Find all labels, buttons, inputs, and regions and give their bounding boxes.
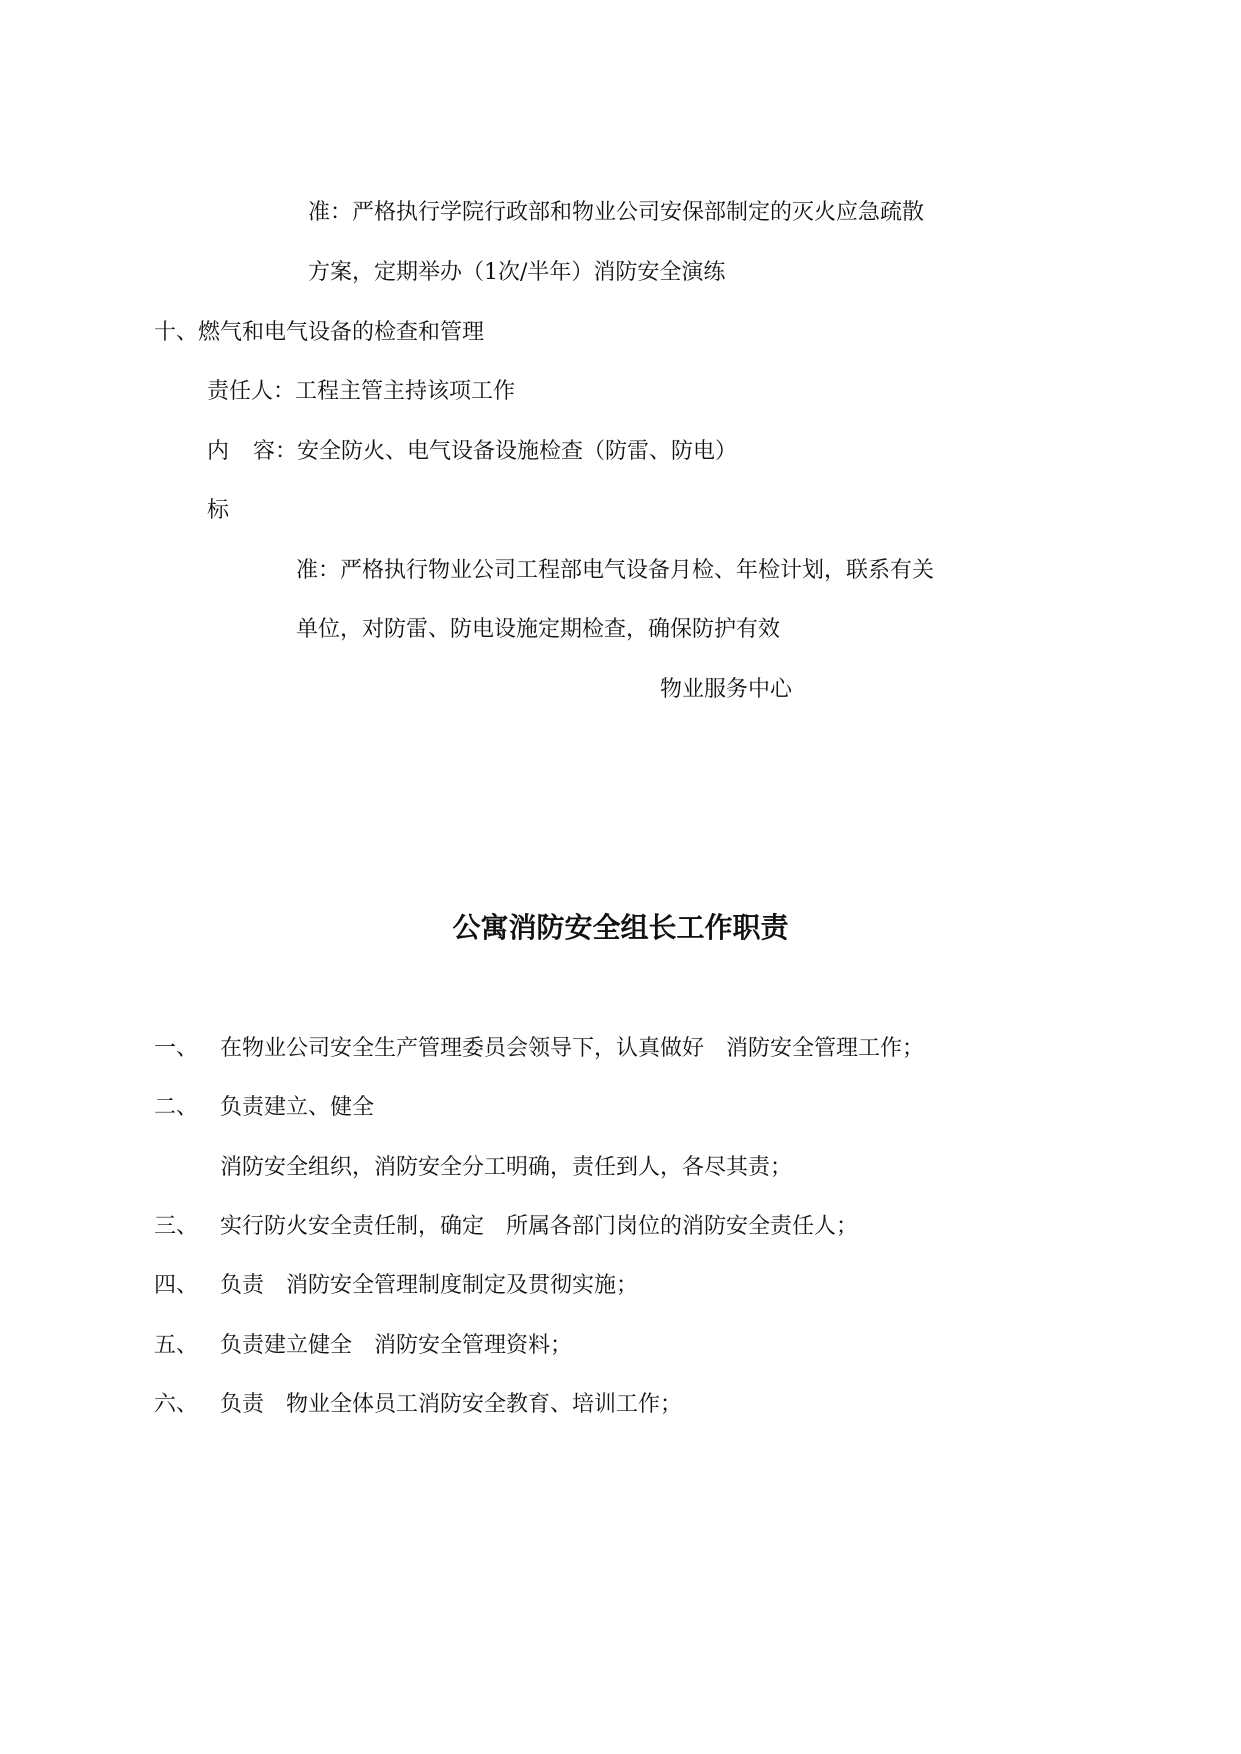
- section10-responsible: 责任人：工程主管主持该项工作: [207, 379, 516, 404]
- list-item: [220, 1153, 792, 1183]
- list-item: [154, 1390, 682, 1420]
- item-text: 负责: [220, 1273, 265, 1298]
- item-text: 负责: [220, 1392, 265, 1417]
- page-title: 公寓消防安全组长工作职责: [452, 911, 789, 944]
- section10-standard-label: 标: [207, 498, 230, 523]
- item-text: 在物业公司安全生产管理委员会领导下，认真做好: [220, 1036, 705, 1061]
- item-number: 二、: [154, 1095, 199, 1120]
- item-number: 五、: [154, 1333, 199, 1358]
- section10-standard-line1: 准：严格执行物业公司工程部电气设备月检、年检计划，联系有关: [296, 558, 935, 583]
- item-number: 六、: [154, 1392, 199, 1417]
- item-text: 负责建立、健全: [220, 1095, 375, 1120]
- section10-heading: 十、燃气和电气设备的检查和管理: [154, 320, 485, 345]
- list-item: [154, 1034, 924, 1064]
- item-text-cont: 物业全体员工消防安全教育、培训工作；: [286, 1392, 683, 1417]
- content-text: 安全防火、电气设备设施检查（防雷、防电）: [297, 439, 738, 464]
- section10-content: [207, 437, 737, 467]
- section10-standard-line2: 单位，对防雷、防电设施定期检查，确保防护有效: [296, 617, 781, 642]
- item-text: 负责建立健全: [220, 1333, 353, 1358]
- item-text-cont: 消防安全管理工作；: [726, 1036, 925, 1061]
- item-text-cont: 消防安全管理资料；: [374, 1333, 573, 1358]
- section9-standard-line2: 方案，定期举办（1次/半年）消防安全演练: [308, 260, 726, 285]
- section10-signature: 物业服务中心: [660, 677, 793, 702]
- content-label-a: 内: [207, 439, 230, 464]
- item-number: 三、: [154, 1214, 199, 1239]
- list-item: [154, 1331, 572, 1361]
- item-text: 实行防火安全责任制，确定: [220, 1214, 485, 1239]
- list-item: [154, 1093, 374, 1123]
- content-label-b: 容：: [253, 439, 298, 464]
- item-text: 消防安全组织，消防安全分工明确，责任到人，各尽其责；: [220, 1155, 793, 1180]
- item-text-cont: 消防安全管理制度制定及贯彻实施；: [286, 1273, 639, 1298]
- item-number: 一、: [154, 1036, 199, 1061]
- section9-standard-line1: 准：严格执行学院行政部和物业公司安保部制定的灭火应急疏散: [308, 200, 925, 225]
- list-item: [154, 1271, 638, 1301]
- list-item: [154, 1212, 858, 1242]
- item-text-cont: 所属各部门岗位的消防安全责任人；: [506, 1214, 859, 1239]
- item-number: 四、: [154, 1273, 199, 1298]
